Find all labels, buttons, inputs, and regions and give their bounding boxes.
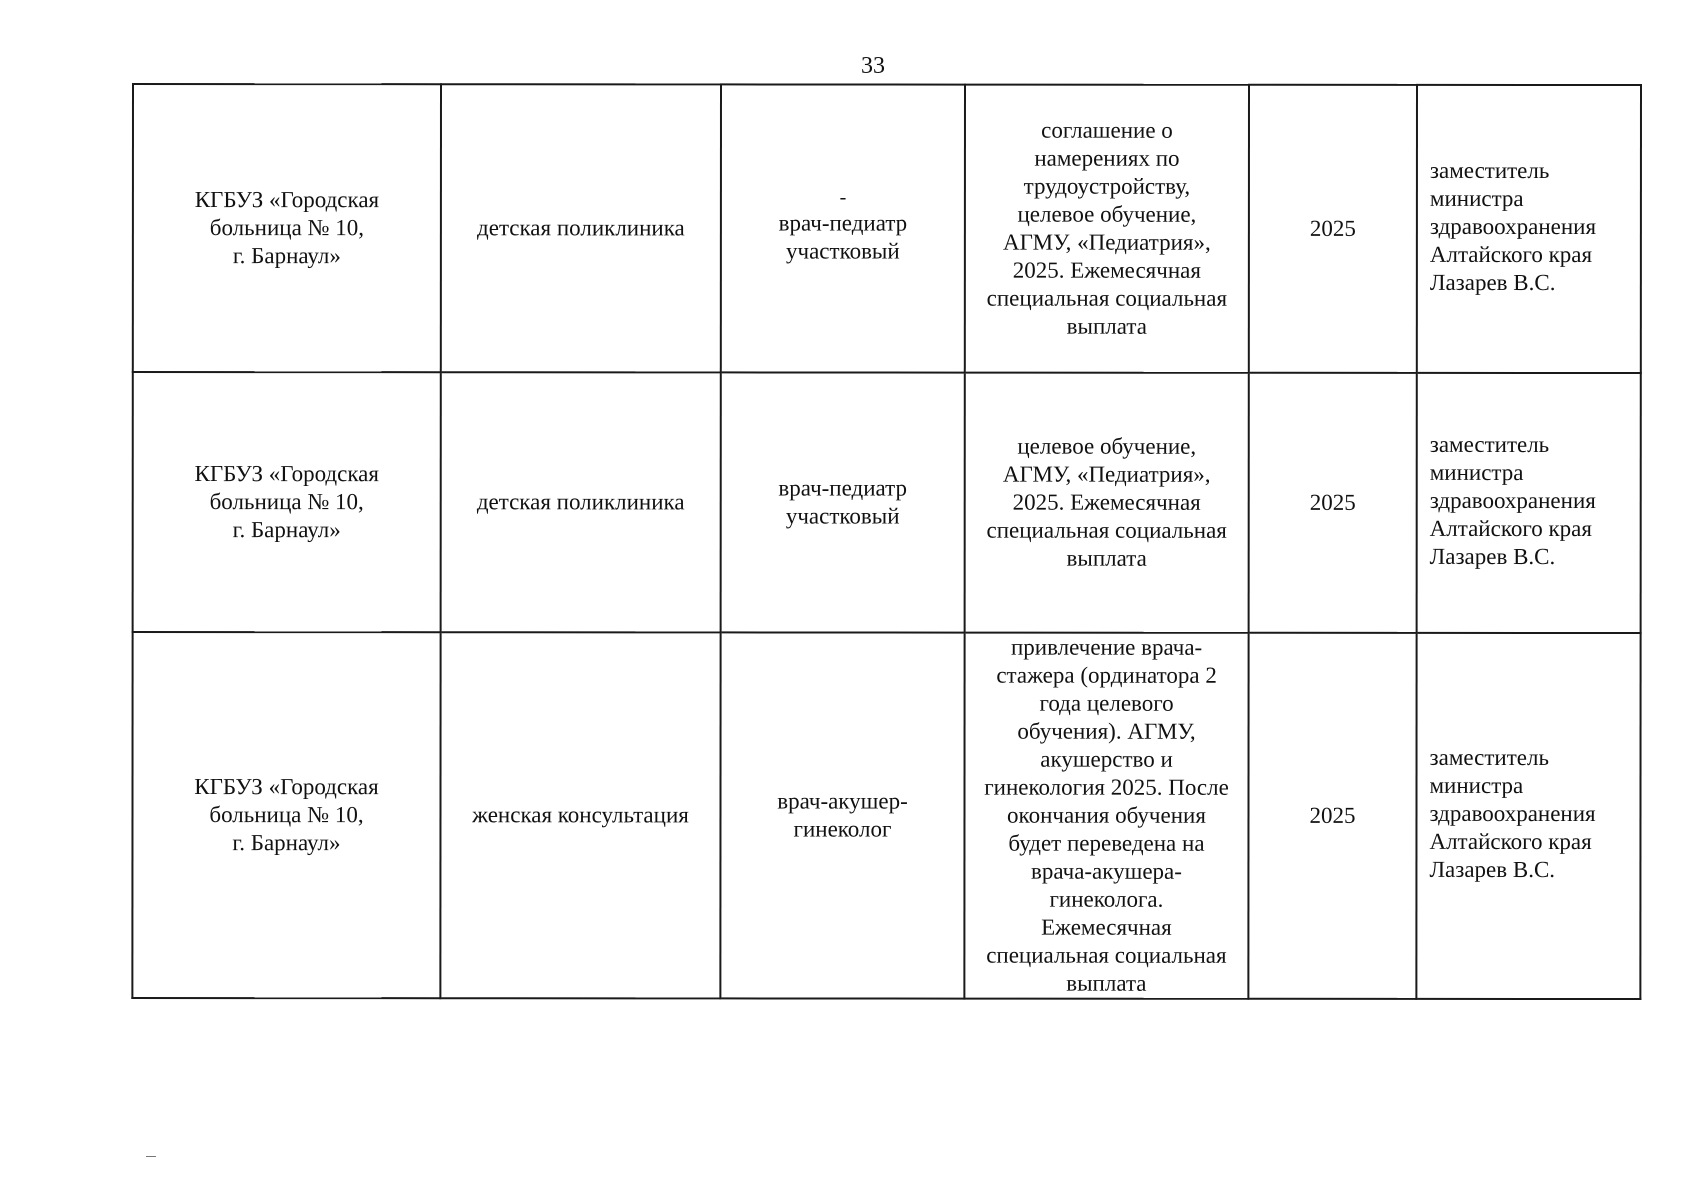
position-cell [721,372,965,632]
measures-cell [965,373,1249,633]
organization-line: КГБУЗ «Городская [194,774,379,800]
responsible-line: заместитель [1429,157,1550,183]
responsible-line: министра [1429,772,1524,798]
organization-line: г. Барнаул» [232,517,341,543]
position-mark: - [839,186,847,209]
measures-cell [964,633,1248,999]
position-line: врач-педиатр [778,210,908,236]
position-cell [721,84,965,372]
organization-line: больница № 10, [209,215,365,241]
department-text: детская поликлиника [477,215,685,241]
year-cell [1248,633,1416,999]
measures-line: АГМУ, «Педиатрия», [1002,461,1211,487]
page-number: 33 [861,53,885,79]
table-row [132,632,1640,999]
measures-line: выплата [1066,545,1147,571]
responsible-line: заместитель [1429,431,1550,457]
measures-line: специальная социальная [986,285,1228,311]
department-text: детская поликлиника [476,489,685,515]
measures-line: врача-акушера- [1030,858,1182,884]
organization-line: г. Барнаул» [232,830,341,856]
measures-line: соглашение о [1041,117,1173,143]
measures-line: специальная социальная [986,942,1227,968]
organization-line: КГБУЗ «Городская [194,187,380,213]
table-row [133,84,1641,373]
department-cell [441,84,721,372]
measures-line: 2025. Ежемесячная [1012,489,1201,515]
responsible-line: министра [1429,459,1524,485]
organization-cell [133,372,441,632]
organization-line: больница № 10, [209,802,364,828]
scan-artifact [146,1156,156,1157]
measures-line: Ежемесячная [1041,914,1172,940]
position-line: врач-акушер- [777,788,908,814]
responsible-line: министра [1429,185,1524,211]
organization-line: больница № 10, [209,489,364,515]
measures-line: года целевого [1039,690,1174,716]
department-text: женская консультация [472,802,689,828]
measures-line: привлечение врача- [1010,634,1203,660]
organization-line: КГБУЗ «Городская [194,461,379,487]
year-cell [1249,85,1417,373]
position-cell [720,632,964,998]
measures-line: гинеколога. [1049,886,1164,912]
measures-line: гинекология 2025. После [984,774,1229,800]
measures-line: целевое обучение, [1017,201,1197,227]
measures-line: будет переведена на [1008,830,1205,856]
responsible-cell [1416,633,1640,999]
measures-line: целевое обучение, [1017,433,1197,459]
measures-line: специальная социальная [986,517,1227,543]
measures-line: намерениях по [1034,145,1180,171]
measures-line: выплата [1066,313,1147,339]
year-cell [1249,373,1417,633]
responsible-cell [1417,85,1641,373]
responsible-line: Алтайского края [1429,241,1593,268]
organization-cell [132,632,440,998]
department-cell [440,632,720,998]
responsible-line: Лазарев В.С. [1429,543,1556,569]
department-cell [441,372,721,632]
responsible-line: Алтайского края [1429,828,1592,855]
responsible-cell [1417,373,1641,633]
year-text: 2025 [1309,489,1356,515]
measures-line: окончания обучения [1007,802,1206,828]
responsible-line: здравоохранения [1429,487,1596,514]
measures-line: выплата [1066,970,1147,996]
organization-line: г. Барнаул» [232,243,341,269]
measures-cell [965,85,1249,373]
measures-line: стажера (ординатора 2 [996,662,1217,688]
position-line: гинеколог [793,816,892,842]
measures-line: обучения). АГМУ, [1017,718,1196,744]
measures-line: трудоустройству, [1023,173,1191,199]
responsible-line: здравоохранения [1429,213,1597,240]
position-line: участковый [785,503,900,529]
year-text: 2025 [1309,802,1356,828]
responsible-line: Лазарев В.С. [1429,856,1556,882]
responsible-line: Алтайского края [1429,515,1592,542]
position-line: участковый [786,238,900,264]
measures-table [131,83,1642,1000]
organization-cell [133,84,441,372]
measures-line: АГМУ, «Педиатрия», [1003,229,1211,255]
responsible-line: заместитель [1429,744,1549,770]
responsible-line: здравоохранения [1429,800,1596,827]
responsible-line: Лазарев В.С. [1429,269,1556,295]
measures-line: акушерство и [1040,746,1173,772]
table-row [133,372,1641,633]
measures-line: 2025. Ежемесячная [1012,257,1201,283]
position-line: врач-педиатр [778,475,907,501]
year-text: 2025 [1309,215,1356,241]
